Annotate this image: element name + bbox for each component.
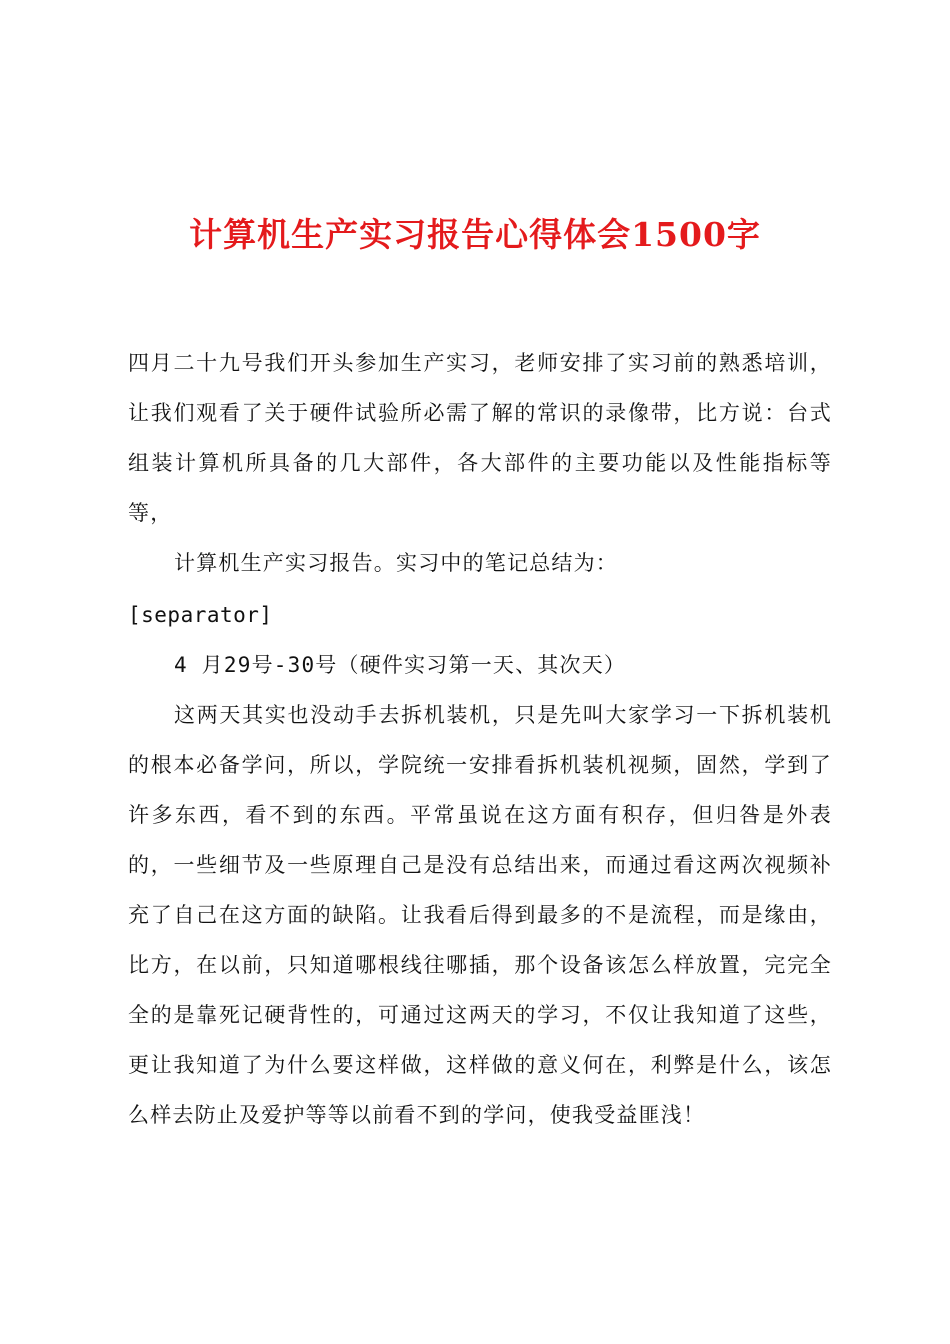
paragraph-notes-heading: 计算机生产实习报告。实习中的笔记总结为：: [174, 551, 618, 575]
paragraph-intro: 四月二十九号我们开头参加生产实习，老师安排了实习前的熟悉培训，让我们观看了关于硬件试验所必需了解的常识的录像带，比方说：台式组装计算机所具备的几大部件，各大部件的主要功能以及性能指标等等，: [128, 351, 832, 525]
separator-marker: [separator]: [128, 603, 273, 627]
document-title: 计算机生产实习报告心得体会1500字: [189, 215, 761, 254]
date-heading: 4 月29号-30号（硬件实习第一天、其次天）: [174, 653, 627, 677]
paragraph-days-summary: 这两天其实也没动手去拆机装机，只是先叫大家学习一下拆机装机的根本必备学问，所以，学院统一安排看拆机装机视频，固然，学到了许多东西，看不到的东西。平常虽说在这方面有积存，但归咎是外表的，一些细节及一些原理自己是没有总结出来，而通过看这两次视频补充了自己在这方面的缺陷。让我看后得到最多的不是流程，而是缘由，比方，在以前，只知道哪根线往哪插，那个设备该怎么样放置，完完全全的是靠死记硬背性的，可通过这两天的学习，不仅让我知道了这些，更让我知道了为什么要这样做，这样做的意义何在，利弊是什么，该怎么样去防止及爱护等等以前看不到的学问，使我受益匪浅！: [128, 703, 832, 1127]
